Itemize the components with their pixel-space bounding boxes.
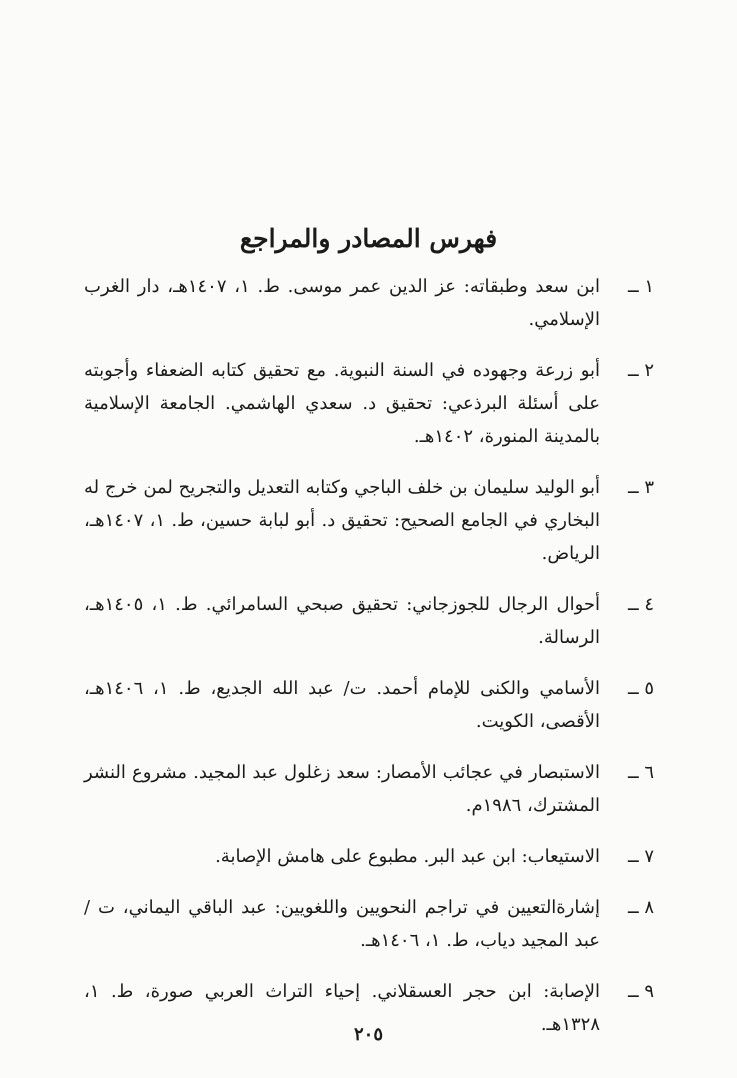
entry-text: أبو زرعة وجهوده في السنة النبوية. مع تحقيق كتابه الضعفاء وأجوبته على أسئلة البرذعي: تحقيق د. سعدي الهاشمي. الجامعة الإسلامية بالمدينة المنورة، ١٤٠٢هـ. bbox=[84, 360, 600, 447]
entry-number: ٣ ــ bbox=[628, 477, 654, 498]
entry-number: ٦ ــ bbox=[628, 762, 654, 783]
entry-number: ٢ ــ bbox=[628, 360, 654, 381]
entry-number: ١ ــ bbox=[628, 276, 654, 297]
references-list bbox=[84, 270, 654, 1059]
reference-entry bbox=[84, 756, 654, 822]
entry-text: الاستيعاب: ابن عبد البر. مطبوع على هامش الإصابة. bbox=[215, 846, 600, 867]
reference-entry bbox=[84, 270, 654, 336]
entry-text: الأسامي والكنى للإمام أحمد. ت/ عبد الله الجديع، ط. ١، ١٤٠٦هـ، الأقصى، الكويت. bbox=[84, 678, 600, 732]
reference-entry bbox=[84, 840, 654, 873]
reference-entry bbox=[84, 588, 654, 654]
reference-entry bbox=[84, 471, 654, 570]
reference-entry bbox=[84, 891, 654, 957]
entry-text: إشارةالتعيين في تراجم النحويين واللغويين: عبد الباقي اليماني، ت / عبد المجيد دياب، ط. ١، ١٤٠٦هـ. bbox=[84, 897, 600, 951]
entry-number: ٤ ــ bbox=[628, 594, 654, 615]
entry-text: الاستبصار في عجائب الأمصار: سعد زغلول عبد المجيد. مشروع النشر المشترك، ١٩٨٦م. bbox=[84, 762, 600, 816]
page-number: ٢٠٥ bbox=[353, 1024, 383, 1045]
page-title: فهرس المصادر والمراجع bbox=[239, 224, 498, 253]
entry-number: ٨ ــ bbox=[628, 897, 654, 918]
entry-number: ٥ ــ bbox=[628, 678, 654, 699]
entry-text: ابن سعد وطبقاته: عز الدين عمر موسى. ط. ١، ١٤٠٧هـ، دار الغرب الإسلامي. bbox=[84, 276, 601, 330]
reference-entry bbox=[84, 672, 654, 738]
entry-text: الإصابة: ابن حجر العسقلاني. إحياء التراث العربي صورة، ط. ١، ١٣٢٨هـ. bbox=[84, 981, 600, 1035]
entry-text: أحوال الرجال للجوزجاني: تحقيق صبحي السامرائي. ط. ١، ١٤٠٥هـ، الرسالة. bbox=[84, 594, 600, 648]
entry-number: ٧ ــ bbox=[628, 846, 654, 867]
entry-number: ٩ ــ bbox=[628, 981, 654, 1002]
entry-text: أبو الوليد سليمان بن خلف الباجي وكتابه التعديل والتجريح لمن خرج له البخاري في الجامع الصحيح: تحقيق د. أبو لبابة حسين، ط. ١، ١٤٠٧هـ، الرياض. bbox=[84, 477, 601, 564]
reference-entry bbox=[84, 354, 654, 453]
